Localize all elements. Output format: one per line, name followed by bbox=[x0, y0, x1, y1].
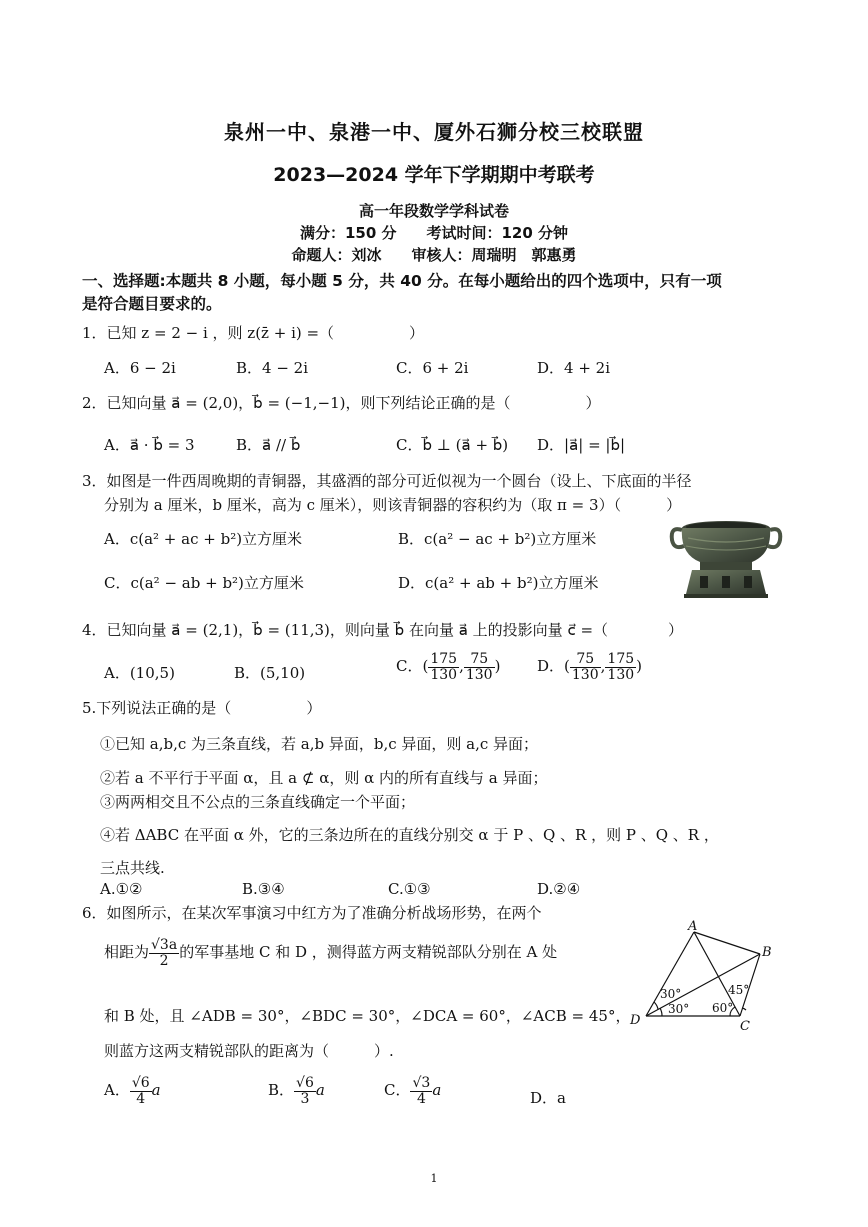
authors-info: 命题人：刘冰 审核人：周瑞明 郭惠勇 bbox=[291, 246, 577, 264]
q5-statement-1: ①已知 a,b,c 为三条直线，若 a,b 异面，b,c 异面，则 a,c 异面； bbox=[100, 735, 539, 753]
question-6-line4: 则蓝方这两支精锐部队的距离为（ ）. bbox=[104, 1042, 394, 1060]
q2-option-d: D．|a⃗| = |b⃗| bbox=[537, 436, 626, 454]
q5-statement-3: ③两两相交且不公点的三条直线确定一个平面； bbox=[100, 793, 416, 811]
q4-option-c: C．( $\frac{175}{130}$ , $\frac{75}{130}$ ) bbox=[396, 651, 501, 683]
question-1-stem: 1．已知 z = 2 − i ，则 z(z̄ + i) =（ ） bbox=[82, 324, 425, 342]
point-c-label: C bbox=[740, 1019, 750, 1034]
bronze-vessel-image bbox=[666, 516, 786, 600]
q6-option-d: D．a bbox=[530, 1089, 566, 1107]
q5-statement-4-cont: 三点共线. bbox=[100, 859, 165, 877]
q4-option-a: A．(10,5) bbox=[104, 664, 175, 682]
q1-option-c: C．6 + 2i bbox=[396, 359, 469, 377]
q6-geometry-figure bbox=[626, 918, 776, 1034]
score-time-info: 满分：150 分 考试时间：120 分钟 bbox=[299, 224, 569, 242]
question-5-stem: 5.下列说法正确的是（ ） bbox=[82, 699, 322, 717]
point-d-label: D bbox=[630, 1013, 641, 1028]
q3-option-c: C．c(a² − ab + b²)立方厘米 bbox=[104, 574, 304, 592]
section-heading-line2: 是符合题目要求的。 bbox=[82, 295, 222, 313]
question-6-line2: 相距为 $\frac{√3a}{2}$ 的军事基地 C 和 D ，测得蓝方两支精锐部队分别在 A 处 bbox=[104, 937, 558, 969]
point-b-label: B bbox=[762, 945, 772, 960]
angle-bdc-label: 30° bbox=[668, 1002, 690, 1016]
q5-statement-4: ④若 ΔABC 在平面 α 外，它的三条边所在的直线分别交 α 于 P 、Q 、R ，则 P 、Q 、R ， bbox=[100, 826, 719, 844]
q6-option-b: B． $\frac{√6}{3}$ a bbox=[268, 1075, 325, 1107]
angle-adb-label: 30° bbox=[660, 987, 682, 1001]
question-3-line1: 3．如图是一件西周晚期的青铜器，其盛酒的部分可近似视为一个圆台（设上、下底面的半径 bbox=[82, 472, 692, 490]
q1-option-b: B．4 − 2i bbox=[236, 359, 309, 377]
angle-dca-label: 60° bbox=[712, 1001, 734, 1015]
q1-option-d: D．4 + 2i bbox=[537, 359, 611, 377]
q3-option-b: B．c(a² − ac + b²)立方厘米 bbox=[398, 530, 597, 548]
exam-term-title: 2023—2024 学年下学期期中考联考 bbox=[273, 164, 595, 186]
point-a-label: A bbox=[688, 919, 698, 934]
page-number: 1 bbox=[430, 1172, 438, 1185]
q3-option-d: D．c(a² + ab + b²)立方厘米 bbox=[398, 574, 599, 592]
subject-title: 高一年段数学学科试卷 bbox=[358, 202, 509, 220]
q2-option-c: C．b⃗ ⊥ (a⃗ + b⃗) bbox=[396, 436, 509, 454]
question-6-line3: 和 B 处，且 ∠ADB = 30°，∠BDC = 30°，∠DCA = 60°，∠ACB = 45°， bbox=[104, 1007, 631, 1025]
q6-option-a: A． $\frac{√6}{4}$ a bbox=[104, 1075, 161, 1107]
q5-option-b: B.③④ bbox=[242, 880, 285, 898]
section-heading-line1: 一、选择题:本题共 8 小题，每小题 5 分，共 40 分。在每小题给出的四个选项中，只有一项 bbox=[82, 272, 722, 290]
q5-option-d: D.②④ bbox=[537, 880, 581, 898]
q3-option-a: A．c(a² + ac + b²)立方厘米 bbox=[104, 530, 303, 548]
question-2-stem: 2．已知向量 a⃗ = (2,0)，b⃗ = (−1,−1)，则下列结论正确的是（ ） bbox=[82, 394, 601, 412]
question-4-stem: 4．已知向量 a⃗ = (2,1)，b⃗ = (11,3)，则向量 b⃗ 在向量 a⃗ 上的投影向量 c⃗ =（ ） bbox=[82, 621, 684, 639]
q2-option-b: B．a⃗ // b⃗ bbox=[236, 436, 301, 454]
q2-option-a: A．a⃗ · b⃗ = 3 bbox=[104, 436, 195, 454]
q5-statement-2: ②若 a 不平行于平面 α，且 a ⊄ α，则 α 内的所有直线与 a 异面； bbox=[100, 769, 548, 787]
question-3-line2: 分别为 a 厘米，b 厘米，高为 c 厘米），则该青铜器的容积约为（取 π = 3）（ ） bbox=[104, 496, 682, 514]
angle-acb-label: 45° bbox=[728, 983, 750, 997]
school-alliance-title: 泉州一中、泉港一中、厦外石狮分校三校联盟 bbox=[224, 120, 644, 144]
q5-option-c: C.①③ bbox=[388, 880, 431, 898]
q1-option-a: A．6 − 2i bbox=[104, 359, 176, 377]
q6-option-c: C． $\frac{√3}{4}$ a bbox=[384, 1075, 442, 1107]
q4-option-d: D．( $\frac{75}{130}$ , $\frac{175}{130}$ ) bbox=[537, 651, 642, 683]
q5-option-a: A.①② bbox=[100, 880, 143, 898]
question-6-line1: 6．如图所示，在某次军事演习中红方为了准确分析战场形势，在两个 bbox=[82, 904, 542, 922]
q4-option-b: B．(5,10) bbox=[234, 664, 306, 682]
